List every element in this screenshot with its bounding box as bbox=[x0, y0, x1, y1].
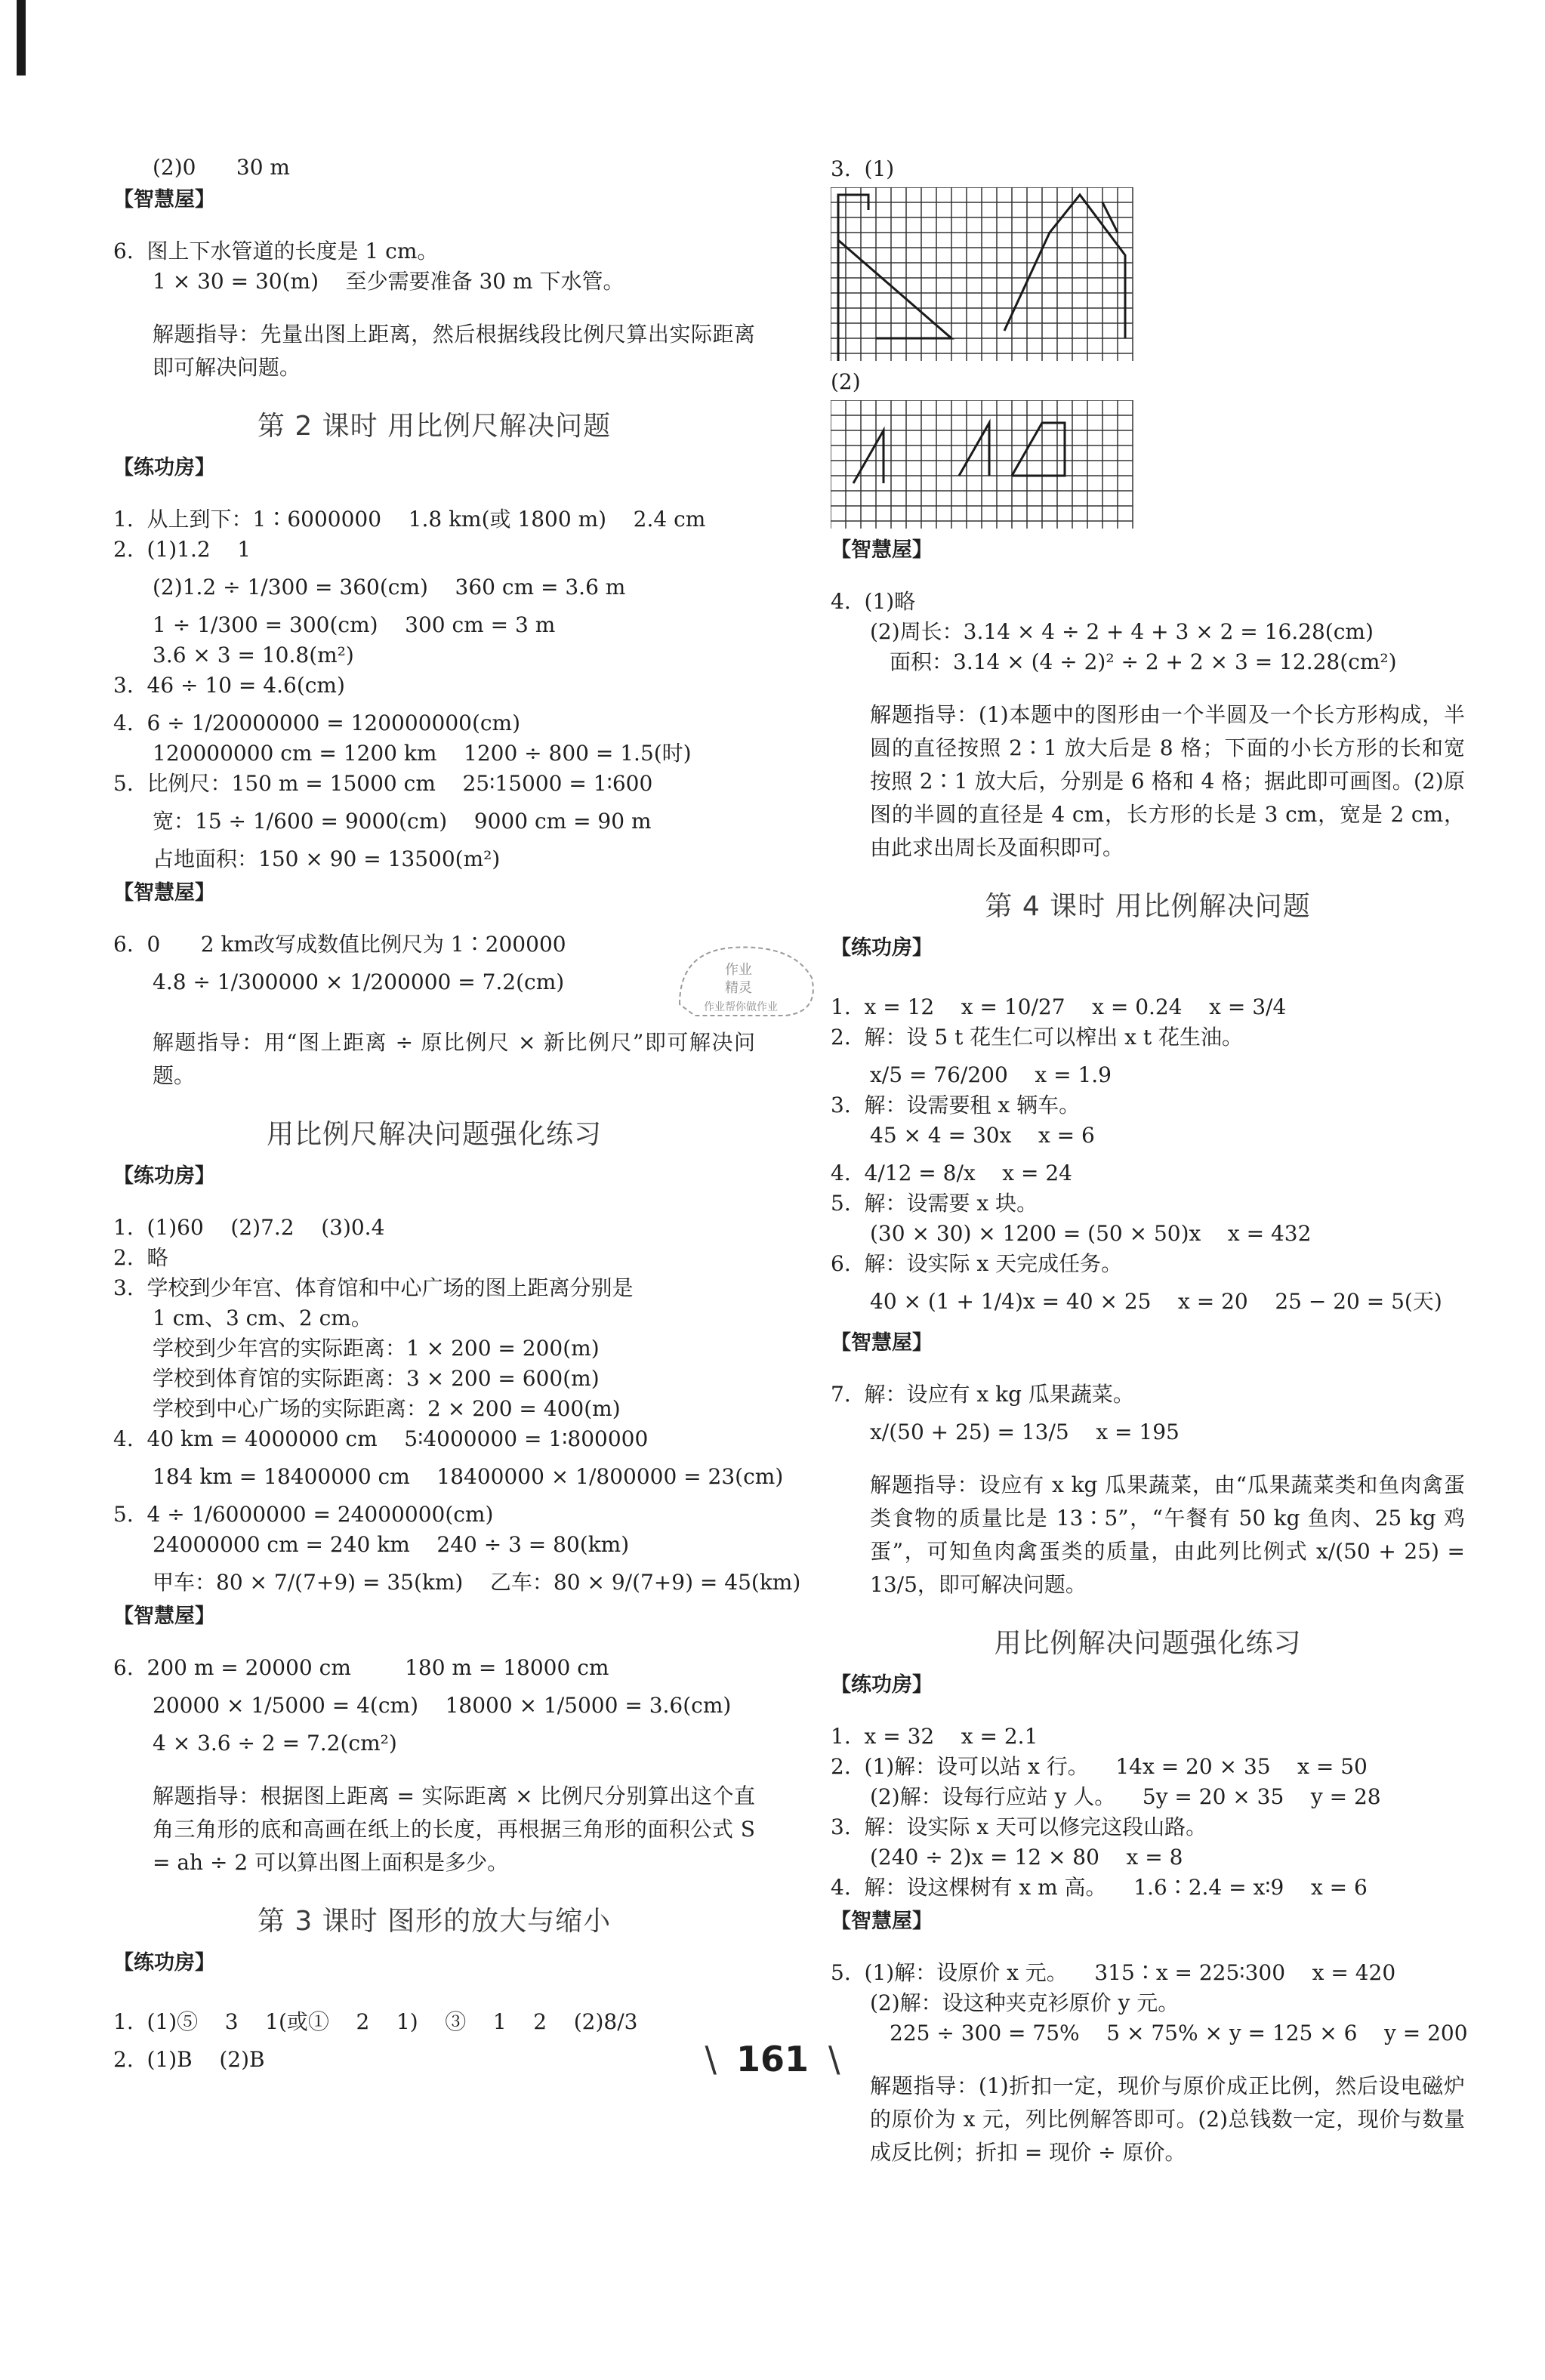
grid-figure-2-svg bbox=[831, 400, 1284, 529]
answer-line: 2. (1)解：设可以站 x 行。 14x = 20 × 35 x = 50 bbox=[831, 1754, 1368, 1779]
answer-line: 5. (1)解：设原价 x 元。 315∶x = 225∶300 x = 420 bbox=[831, 1960, 1396, 1985]
answer-line: 面积：3.14 × (4 ÷ 2)² ÷ 2 + 2 × 3 = 12.28(cm²) bbox=[890, 649, 1397, 674]
page-number-value: 161 bbox=[735, 2039, 810, 2079]
answer-line: 24000000 cm = 240 km 240 ÷ 3 = 80(km) bbox=[153, 1532, 630, 1557]
answer-line: 甲车：80 × 7/(7+9) = 35(km) 乙车：80 × 9/(7+9) = 45(km) bbox=[153, 1570, 801, 1595]
figure-strokes bbox=[853, 423, 1065, 483]
lesson-title: 用比例解决问题强化练习 bbox=[994, 1628, 1302, 1659]
grid-lines bbox=[831, 400, 1133, 529]
section-label-practice: 【练功房】 bbox=[831, 1673, 933, 1697]
answer-line: 45 × 4 = 30x x = 6 bbox=[870, 1123, 1095, 1148]
answer-line: 3. 解：设实际 x 天可以修完这段山路。 bbox=[831, 1814, 1207, 1839]
answer-line: 1. x = 32 x = 2.1 bbox=[831, 1724, 1038, 1749]
page-number-slash: \ bbox=[828, 2039, 840, 2079]
answer-line: 占地面积：150 × 90 = 13500(m²) bbox=[153, 846, 501, 871]
answer-line: 20000 × 1/5000 = 4(cm) 18000 × 1/5000 = 3.6(cm) bbox=[153, 1693, 732, 1718]
answer-line: 宽：15 ÷ 1/600 = 9000(cm) 9000 cm = 90 m bbox=[153, 809, 652, 834]
grid-figure-1 bbox=[831, 187, 1465, 364]
answer-line: (2)解：设每行应站 y 人。 5y = 20 × 35 y = 28 bbox=[870, 1784, 1381, 1809]
page-number bbox=[0, 2039, 1545, 2079]
solution-hint: 解题指导：(1)折扣一定，现价与原价成正比例，然后设电磁炉的原价为 x 元，列比例解答即可。(2)总钱数一定，现价与数量成反比例；折扣 = 现价 ÷ 原价。 bbox=[870, 2073, 1465, 2165]
answer-line: (240 ÷ 2)x = 12 × 80 x = 8 bbox=[870, 1845, 1183, 1870]
answer-line: 3. 46 ÷ 10 = 4.6(cm) bbox=[113, 673, 345, 698]
answer-line: 5. 4 ÷ 1/6000000 = 24000000(cm) bbox=[113, 1502, 494, 1527]
section-label-wisdom: 【智慧屋】 bbox=[831, 538, 933, 562]
answer-line: (30 × 30) × 1200 = (50 × 50)x x = 432 bbox=[870, 1221, 1312, 1246]
solution-hint: 解题指导：(1)本题中的图形由一个半圆及一个长方形构成，半圆的直径按照 2∶1 放大后是 8 格；下面的小长方形的长和宽按照 2∶1 放大后，分别是 6 格和 4 格；据此即可画图。(2)原图的半圆的直径是 4 cm，长方形的长是 3 cm，宽是 2 cm，由此求出周长及面积即可。 bbox=[870, 702, 1465, 860]
answer-line: 学校到中心广场的实际距离：2 × 200 = 400(m) bbox=[153, 1396, 621, 1421]
solution-hint: 解题指导：用“图上距离 ÷ 原比例尺 × 新比例尺”即可解决问题。 bbox=[153, 1030, 755, 1088]
answer-line: 3. 学校到少年宫、体育馆和中心广场的图上距离分别是 bbox=[113, 1275, 634, 1300]
answer-line: 3. (1) bbox=[831, 156, 895, 181]
figure-path bbox=[1004, 195, 1125, 338]
answer-line: 6. 图上下水管道的长度是 1 cm。 bbox=[113, 239, 439, 264]
answer-line: x/5 = 76/200 x = 1.9 bbox=[870, 1062, 1112, 1087]
answer-line: 3. 解：设需要租 x 辆车。 bbox=[831, 1093, 1081, 1118]
answer-line: 6. 0 2 km改写成数值比例尺为 1∶200000 bbox=[113, 932, 566, 957]
section-label-wisdom: 【智慧屋】 bbox=[113, 1605, 215, 1628]
answer-line: 3.6 × 3 = 10.8(m²) bbox=[153, 643, 354, 667]
answer-line: 1. (1)⑤ 3 1(或① 2 1) ③ 1 2 (2)8/3 bbox=[113, 2009, 638, 2034]
watermark-stamp bbox=[665, 936, 831, 1027]
answer-line: 2. 略 bbox=[113, 1245, 168, 1270]
section-label-wisdom: 【智慧屋】 bbox=[831, 1331, 933, 1355]
answer-line: 1 ÷ 1/300 = 300(cm) 300 cm = 3 m bbox=[153, 612, 556, 637]
page-number-slash: \ bbox=[705, 2039, 717, 2079]
answer-line: 2. (1)1.2 1 bbox=[113, 537, 251, 562]
answer-line: 学校到少年宫的实际距离：1 × 200 = 200(m) bbox=[153, 1336, 600, 1361]
answer-line: 184 km = 18400000 cm 18400000 × 1/800000 = 23(cm) bbox=[153, 1464, 784, 1489]
answer-line: 5. 比例尺：150 m = 15000 cm 25∶15000 = 1∶600 bbox=[113, 771, 653, 796]
answer-line: 6. 200 m = 20000 cm 180 m = 18000 cm bbox=[113, 1655, 609, 1680]
lesson-title: 第 3 课时 图形的放大与缩小 bbox=[257, 1906, 612, 1937]
answer-line: 1 × 30 = 30(m) 至少需要准备 30 m 下水管。 bbox=[153, 269, 624, 294]
answer-line: 2. (1)B (2)B bbox=[113, 2047, 265, 2072]
stamp-graphic bbox=[665, 936, 831, 1027]
stamp-text: 作业 bbox=[725, 962, 752, 978]
lesson-title: 用比例尺解决问题强化练习 bbox=[266, 1119, 602, 1150]
solution-hint: 解题指导：先量出图上距离，然后根据线段比例尺算出实际距离即可解决问题。 bbox=[153, 322, 755, 380]
answer-line: (2)解：设这种夹克衫原价 y 元。 bbox=[870, 1990, 1180, 2015]
answer-line: 4. (1)略 bbox=[831, 589, 916, 614]
section-label-practice: 【练功房】 bbox=[113, 1951, 215, 1975]
stamp-text: 作业帮你做作业 bbox=[704, 1001, 778, 1013]
stamp-text: 精灵 bbox=[725, 980, 752, 996]
answer-line: 学校到体育馆的实际距离：3 × 200 = 600(m) bbox=[153, 1366, 600, 1391]
grid-figure-1-svg bbox=[831, 187, 1284, 361]
answer-line: 4.8 ÷ 1/300000 × 1/200000 = 7.2(cm) bbox=[153, 970, 565, 994]
answer-line: 4. 4/12 = 8/x x = 24 bbox=[831, 1161, 1072, 1185]
section-label-wisdom: 【智慧屋】 bbox=[113, 188, 215, 211]
answer-line: 4. 6 ÷ 1/20000000 = 120000000(cm) bbox=[113, 711, 521, 735]
answer-line: 120000000 cm = 1200 km 1200 ÷ 800 = 1.5(时) bbox=[153, 741, 692, 766]
scale-line-answer: (2)0 30 m bbox=[153, 155, 290, 180]
page-edge-mark bbox=[17, 0, 26, 76]
section-label-practice: 【练功房】 bbox=[831, 936, 933, 960]
solution-hint: 解题指导：根据图上距离 = 实际距离 × 比例尺分别算出这个直角三角形的底和高画在纸上的长度，再根据三角形的面积公式 S = ah ÷ 2 可以算出图上面积是多少。 bbox=[153, 1783, 755, 1875]
section-label-practice: 【练功房】 bbox=[113, 1164, 215, 1188]
answer-line: 2. 解：设 5 t 花生仁可以榨出 x t 花生油。 bbox=[831, 1025, 1244, 1050]
answer-line: (2)周长：3.14 × 4 ÷ 2 + 4 + 3 × 2 = 16.28(cm) bbox=[870, 619, 1374, 644]
answer-line: (2) bbox=[831, 369, 861, 394]
grid-figure-2 bbox=[831, 400, 1465, 532]
answer-line: (2)1.2 ÷ 1/300 = 360(cm) 360 cm = 3.6 m bbox=[153, 575, 626, 600]
lesson-title: 第 4 课时 用比例解决问题 bbox=[985, 891, 1311, 922]
answer-line: 1 cm、3 cm、2 cm。 bbox=[153, 1306, 372, 1330]
answer-line: 6. 解：设实际 x 天完成任务。 bbox=[831, 1251, 1123, 1276]
answer-line: 4. 40 km = 4000000 cm 5∶4000000 = 1∶800000 bbox=[113, 1426, 649, 1451]
solution-hint: 解题指导：设应有 x kg 瓜果蔬菜，由“瓜果蔬菜类和鱼肉禽蛋类食物的质量比是 13∶5”，“午餐有 50 kg 鱼肉、25 kg 鸡蛋”，可知鱼肉禽蛋类的质量，由此列比例式 x/(50 + 25) = 13/5，即可解决问题。 bbox=[870, 1472, 1465, 1597]
answer-line: 5. 解：设需要 x 块。 bbox=[831, 1191, 1038, 1216]
answer-line: 7. 解：设应有 x kg 瓜果蔬菜。 bbox=[831, 1382, 1134, 1407]
section-label-wisdom: 【智慧屋】 bbox=[113, 881, 215, 905]
lesson-title: 第 2 课时 用比例尺解决问题 bbox=[257, 411, 612, 442]
answer-line: 1. x = 12 x = 10/27 x = 0.24 x = 3/4 bbox=[831, 994, 1287, 1019]
answer-line: 1. 从上到下：1∶6000000 1.8 km(或 1800 m) 2.4 cm bbox=[113, 507, 706, 532]
section-label-practice: 【练功房】 bbox=[113, 456, 215, 479]
right-column bbox=[831, 154, 1468, 2190]
answer-line: 1. (1)60 (2)7.2 (3)0.4 bbox=[113, 1215, 385, 1240]
answer-line: 225 ÷ 300 = 75% 5 × 75% × y = 125 × 6 y = 200 bbox=[890, 2021, 1468, 2046]
answer-line: x/(50 + 25) = 13/5 x = 195 bbox=[870, 1420, 1180, 1444]
section-label-wisdom: 【智慧屋】 bbox=[831, 1910, 933, 1933]
answer-line: 4. 解：设这棵树有 x m 高。 1.6∶2.4 = x∶9 x = 6 bbox=[831, 1875, 1368, 1900]
answer-line: 4 × 3.6 ÷ 2 = 7.2(cm²) bbox=[153, 1731, 397, 1756]
answer-line: 40 × (1 + 1/4)x = 40 × 25 x = 20 25 − 20 = 5(天) bbox=[870, 1289, 1442, 1314]
